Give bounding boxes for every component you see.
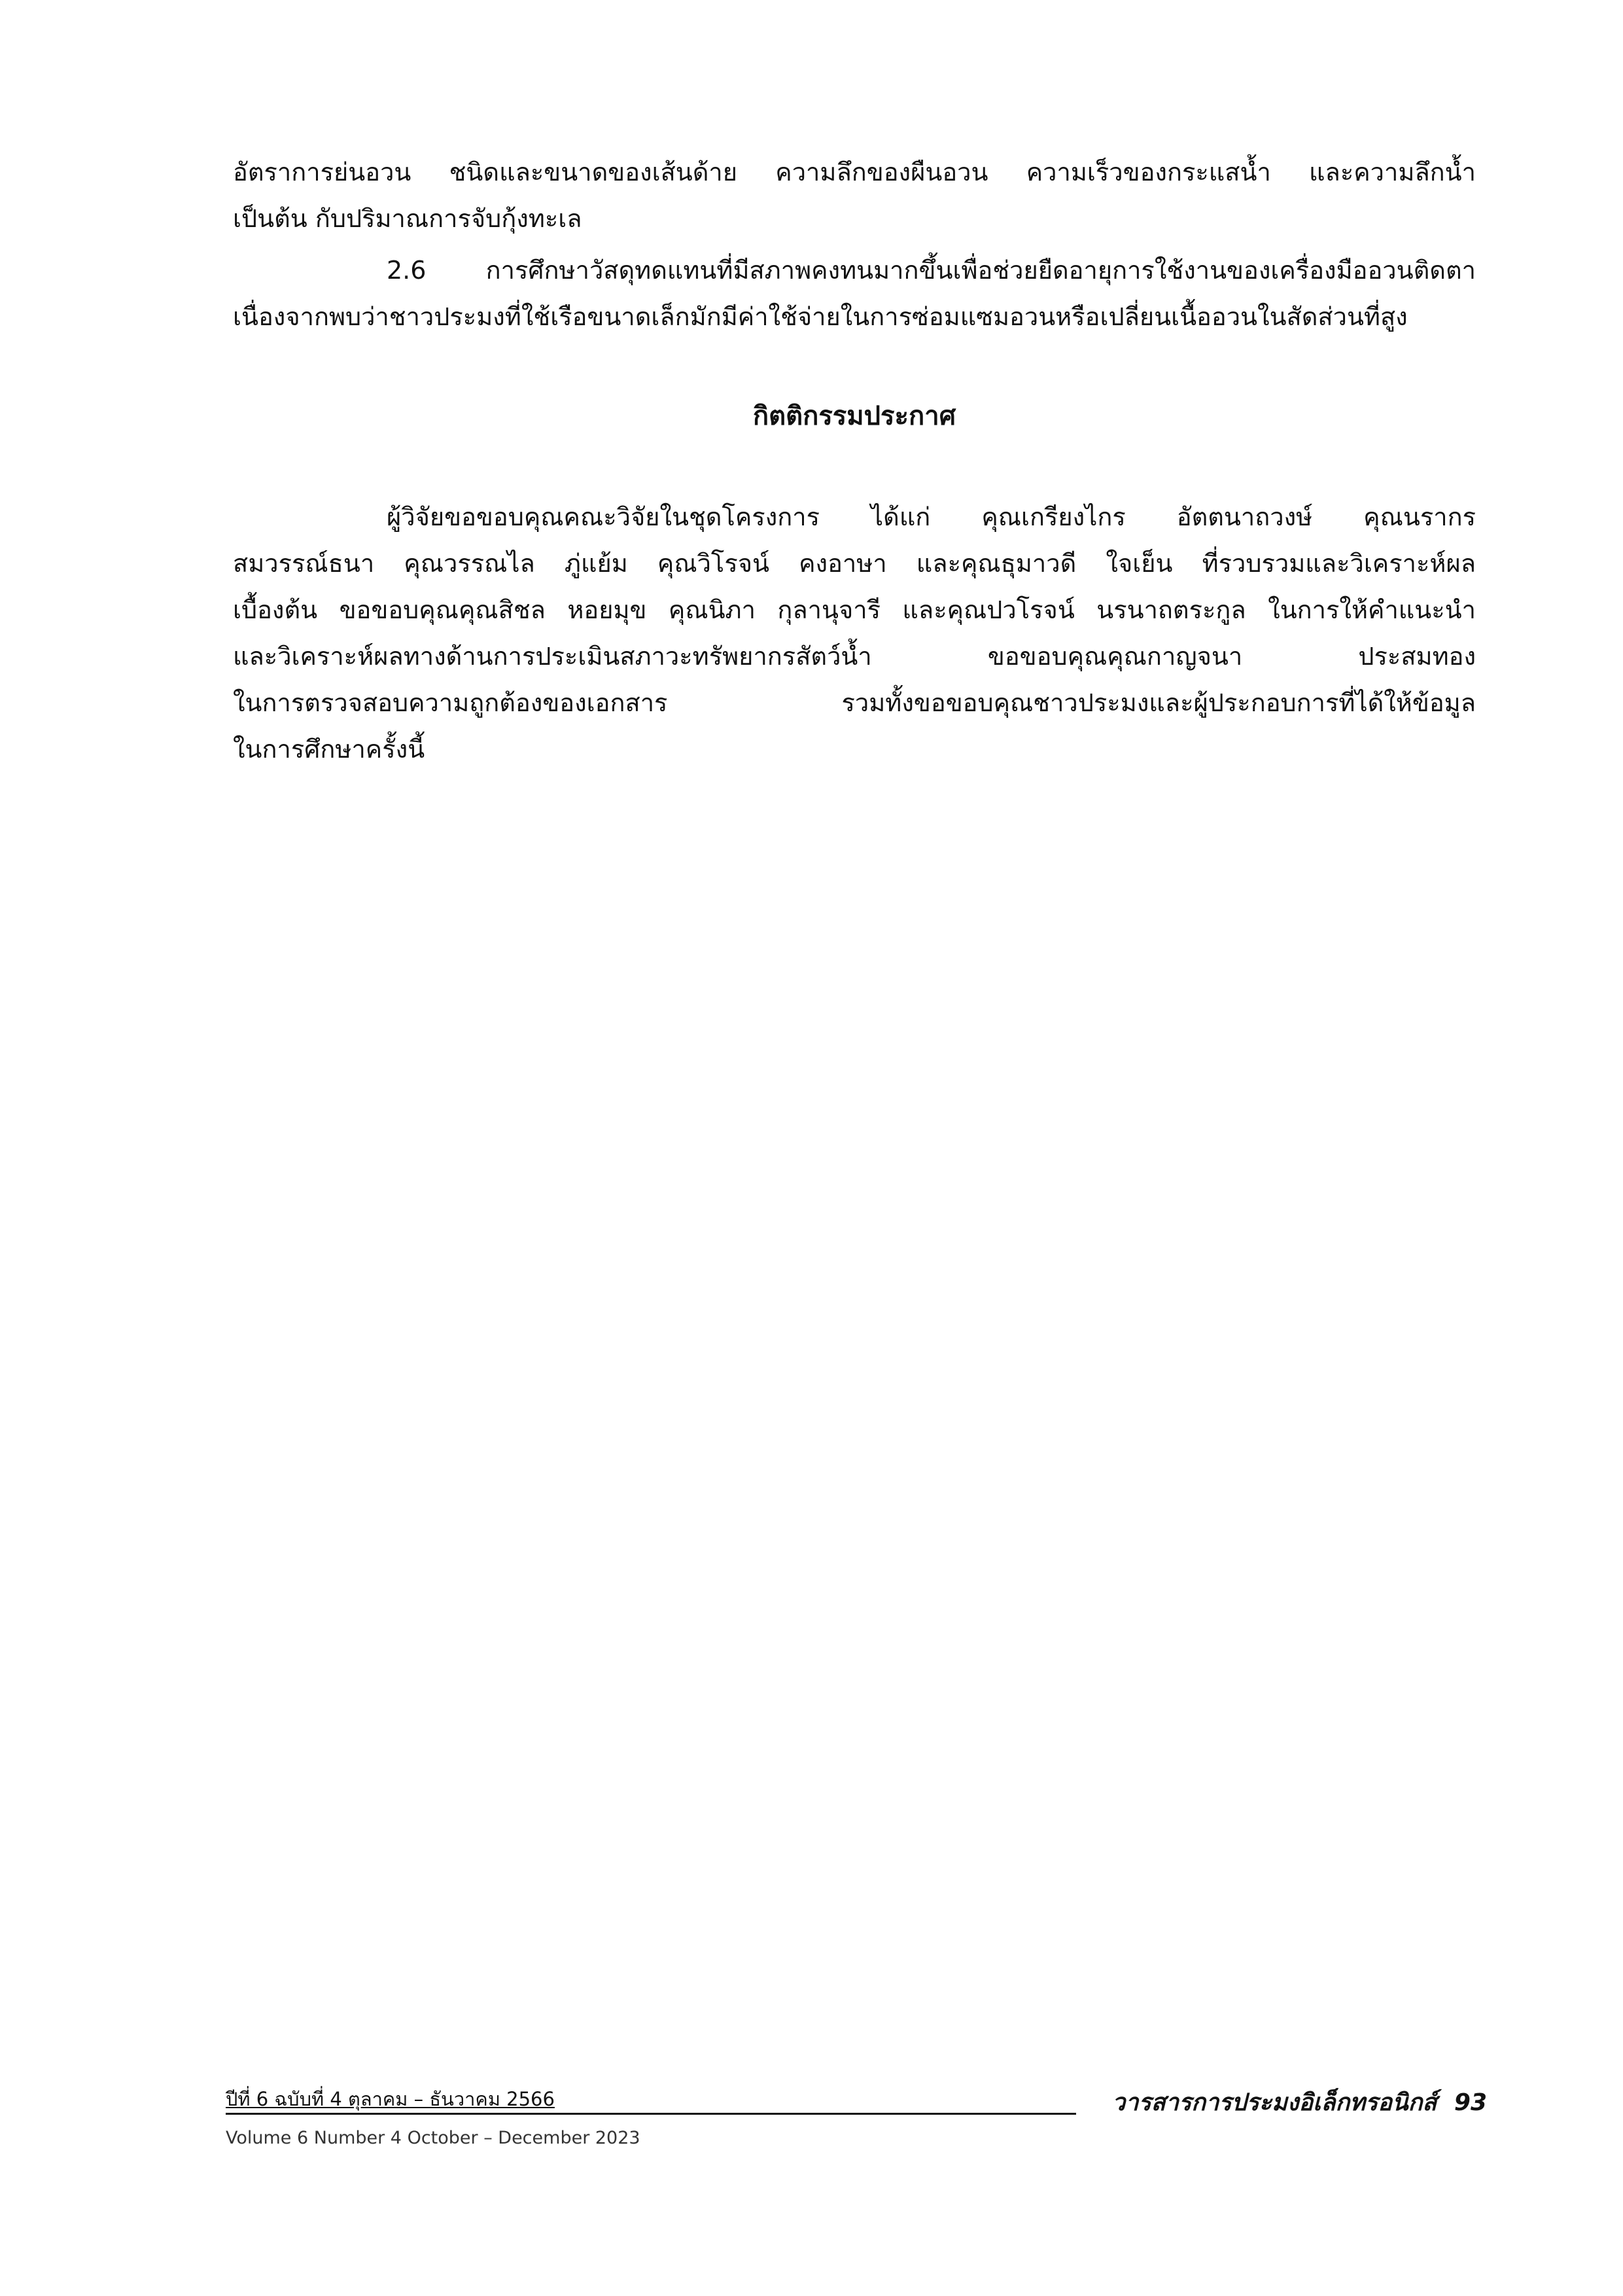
list-item-2-6: 2.6 การศึกษาวัสดุทดแทนที่มีสภาพคงทนมากขึ้นเพื่อช่วยยืดอายุการใช้งานของเครื่องมืออวนติดตา bbox=[387, 256, 1476, 285]
paragraph-line: เบื้องต้น ขอขอบคุณคุณสิชล หอยมุข คุณนิภา กุลานุจารี และคุณปวโรจน์ นรนาถตระกูล ในการให้คำแนะนำ bbox=[233, 595, 1476, 624]
page-number: 93 bbox=[1454, 2089, 1487, 2116]
footer-issue-thai: ปีที่ 6 ฉบับที่ 4 ตุลาคม – ธันวาคม 2566 bbox=[226, 2088, 555, 2110]
paragraph-line: สมวรรณ์ธนา คุณวรรณไล ภู่แย้ม คุณวิโรจน์ คงอาษา และคุณธุมาวดี ใจเย็น ที่รวบรวมและวิเคราะห์ผล bbox=[233, 549, 1476, 578]
paragraph-line: เนื่องจากพบว่าชาวประมงที่ใช้เรือขนาดเล็กมักมีค่าใช้จ่ายในการซ่อมแซมอวนหรือเปลี่ยนเนื้ออวนในสัดส่วนที่สูง bbox=[233, 302, 1408, 331]
journal-name: วารสารการประมงอิเล็กทรอนิกส์ bbox=[1112, 2089, 1437, 2116]
paragraph-line: เป็นต้น กับปริมาณการจับกุ้งทะเล bbox=[233, 204, 582, 233]
footer-issue-english: Volume 6 Number 4 October – December 2023 bbox=[226, 2128, 640, 2148]
section-heading: กิตติกรรมประกาศ bbox=[752, 401, 956, 431]
paragraph-line: อัตราการย่นอวน ชนิดและขนาดของเส้นด้าย ความลึกของผืนอวน ความเร็วของกระแสน้ำ และความลึกน้ำ bbox=[233, 158, 1476, 186]
paragraph-line: ผู้วิจัยขอขอบคุณคณะวิจัยในชุดโครงการ ได้แก่ คุณเกรียงไกร อัตตนาถวงษ์ คุณนรากร bbox=[387, 503, 1476, 531]
footer-journal-title bbox=[1112, 2083, 1487, 2121]
paragraph-line: ในการตรวจสอบความถูกต้องของเอกสาร รวมทั้งขอขอบคุณชาวประมงและผู้ประกอบการที่ได้ให้ข้อมูล bbox=[233, 688, 1476, 717]
footer-divider bbox=[226, 2113, 1076, 2115]
paragraph-line: ในการศึกษาครั้งนี้ bbox=[233, 735, 425, 764]
paragraph-line: และวิเคราะห์ผลทางด้านการประเมินสภาวะทรัพยากรสัตว์น้ำ ขอขอบคุณคุณกาญจนา ประสมทอง bbox=[233, 642, 1476, 671]
